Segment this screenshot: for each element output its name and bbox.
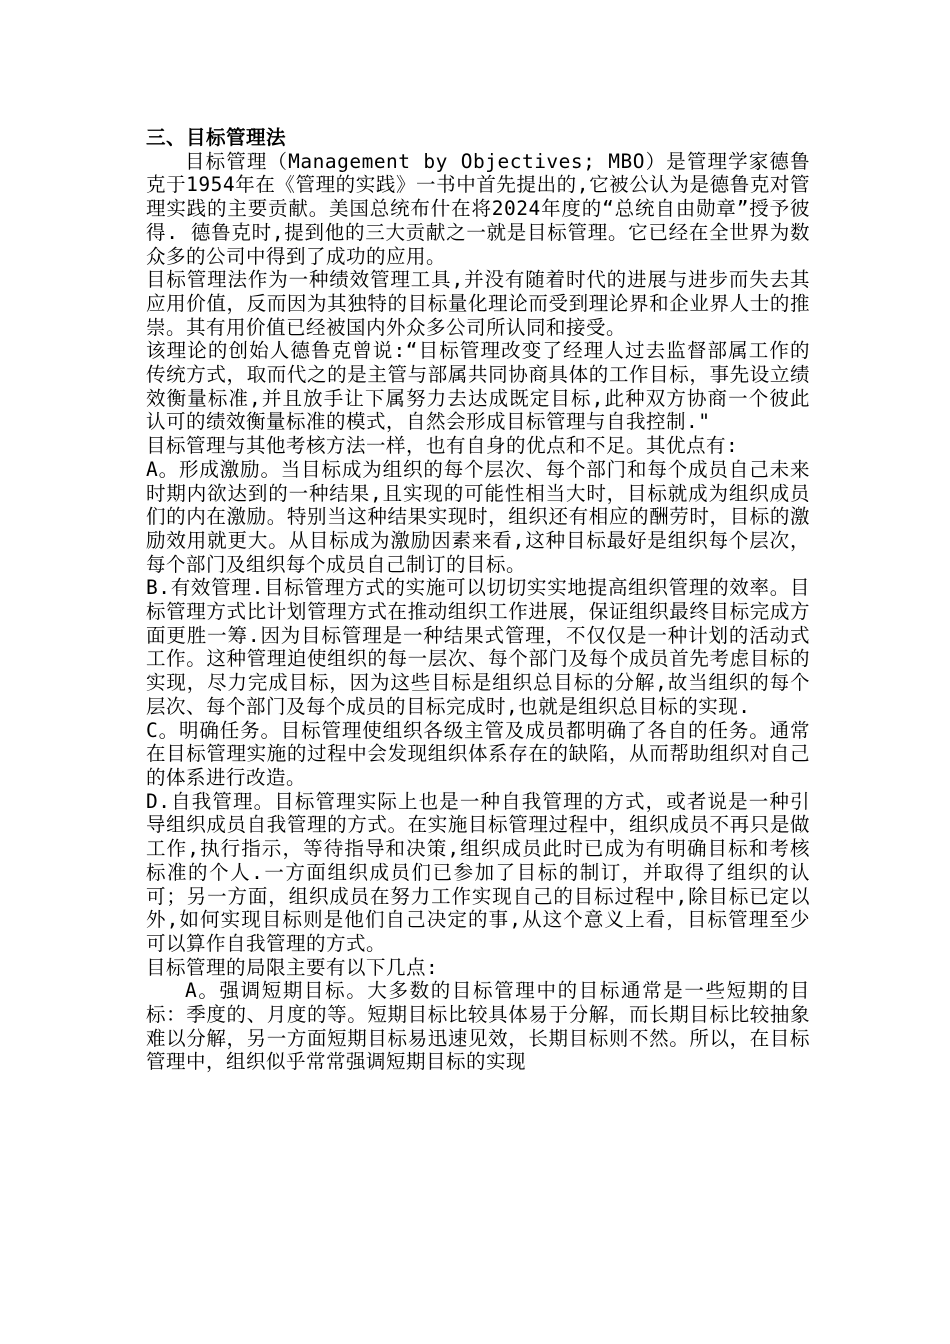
paragraph-advantage-b: B.有效管理.目标管理方式的实施可以切切实实地提高组织管理的效率。目标管理方式比计划管理方式在推动组织工作进展，保证组织最终目标完成方面更胜一筹.因为目标管理是一种结果式管理，不仅仅是一种计划的活动式工作。这种管理迫使组织的每一层次、每个部门及每个成员首先考虑目标的实现，尽力完成目标，因为这些目标是组织总目标的分解,故当组织的每个层次、每个部门及每个成员的目标完成时,也就是组织总目标的实现. [146,576,810,718]
paragraph-performance-tool: 目标管理法作为一种绩效管理工具,并没有随着时代的进展与进步而失去其应用价值，反而因为其独特的目标量化理论而受到理论界和企业界人士的推崇。其有用价值已经被国内外众多公司所认同和接受。 [146,268,810,339]
paragraph-advantage-d: D.自我管理。目标管理实际上也是一种自我管理的方式，或者说是一种引导组织成员自我管理的方式。在实施目标管理过程中，组织成员不再只是做工作,执行指示，等待指导和决策,组织成员此时已成为有明确目标和考核标准的个人.一方面组织成员们已参加了目标的制订，并取得了组织的认可；另一方面，组织成员在努力工作实现自己的目标过程中,除目标已定以外,如何实现目标则是他们自己决定的事,从这个意义上看，目标管理至少可以算作自我管理的方式。 [146,789,810,955]
paragraph-advantage-c: C。明确任务。目标管理使组织各级主管及成员都明确了各自的任务。通常在目标管理实施的过程中会发现组织体系存在的缺陷，从而帮助组织对自己的体系进行改造。 [146,718,810,789]
document-page [146,126,810,1074]
paragraph-mbo-intro: 目标管理（Management by Objectives; MBO）是管理学家德鲁克于1954年在《管理的实践》一书中首先提出的,它被公认为是德鲁克对管理实践的主要贡献。美国总统布什在将2024年度的“总统自由勋章”授予彼得. 德鲁克时,提到他的三大贡献之一就是目标管理。它已经在全世界为数众多的公司中得到了成功的应用。 [146,149,810,268]
paragraph-advantage-a: A。形成激励。当目标成为组织的每个层次、每个部门和每个成员自己未来时期内欲达到的一种结果,且实现的可能性相当大时，目标就成为组织成员们的内在激励。特别当这种结果实现时，组织还有相应的酬劳时，目标的激励效用就更大。从目标成为激励因素来看,这种目标最好是组织每个层次，每个部门及组织每个成员自己制订的目标。 [146,457,810,576]
section-heading: 三、目标管理法 [146,126,287,149]
paragraph-limitations-intro: 目标管理的局限主要有以下几点: [146,955,439,979]
paragraph-limitation-a: A。强调短期目标。大多数的目标管理中的目标通常是一些短期的目标：季度的、月度的等。短期目标比较具体易于分解，而长期目标比较抽象难以分解，另一方面短期目标易迅速见效，长期目标则不然。所以，在目标管理中，组织似乎常常强调短期目标的实现 [146,979,810,1074]
paragraph-advantages-intro: 目标管理与其他考核方法一样，也有自身的优点和不足。其优点有: [146,434,739,458]
paragraph-drucker-quote: 该理论的创始人德鲁克曾说:“目标管理改变了经理人过去监督部属工作的传统方式，取而代之的是主管与部属共同协商具体的工作目标，事先设立绩效衡量标准,并且放手让下属努力去达成既定目标,此种双方协商一个彼此认可的绩效衡量标准的模式，自然会形成目标管理与自我控制." [146,339,810,434]
